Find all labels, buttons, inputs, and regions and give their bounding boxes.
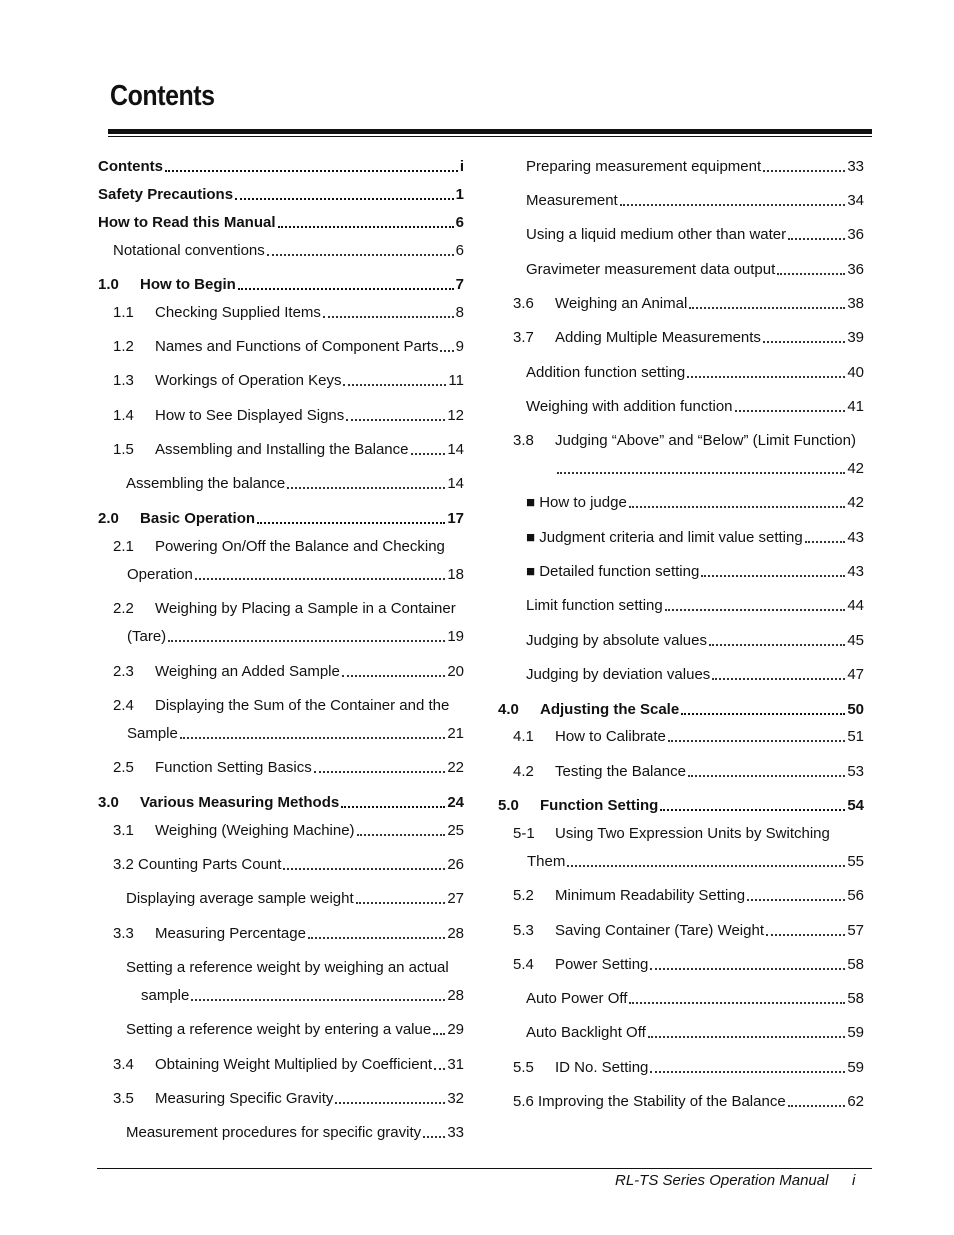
toc-section-number: 2.4 (113, 697, 134, 714)
toc-section-number: 4.2 (513, 763, 534, 780)
toc-dot-leader (434, 1068, 445, 1070)
toc-entry-title: Obtaining Weight Multiplied by Coefficient (155, 1056, 433, 1073)
toc-entry-title: Gravimeter measurement data output (526, 261, 776, 278)
toc-entry-title: Adjusting the Scale (540, 701, 680, 718)
toc-dot-leader (287, 487, 445, 489)
toc-section-number: 5-1 (513, 825, 535, 842)
toc-section-number: 3.6 (513, 295, 534, 312)
toc-page-number: 27 (447, 890, 464, 907)
toc-entry-title: Safety Precautions (98, 186, 234, 203)
toc-section-number: 4.0 (498, 701, 519, 718)
toc-page-number: 57 (847, 922, 864, 939)
toc-dot-leader (660, 809, 845, 811)
toc-entry-title: Using a liquid medium other than water (526, 226, 787, 243)
toc-dot-leader (191, 999, 445, 1001)
toc-dot-leader (777, 273, 845, 275)
toc-page-number: 33 (447, 1124, 464, 1141)
toc-page-number: 45 (847, 632, 864, 649)
toc-page-number: 33 (847, 158, 864, 175)
toc-entry-title: Using Two Expression Units by Switching (555, 825, 830, 842)
toc-entry-title: Weighing (Weighing Machine) (155, 822, 355, 839)
toc-dot-leader (805, 541, 846, 543)
toc-dot-leader (180, 737, 445, 739)
toc-dot-leader (567, 865, 845, 867)
toc-section-number: 3.1 (113, 822, 134, 839)
toc-dot-leader (323, 316, 454, 318)
toc-section-number: 4.1 (513, 728, 534, 745)
toc-page-number: 17 (447, 510, 464, 527)
toc-entry-title: How to See Displayed Signs (155, 407, 345, 424)
toc-section-number: 2.0 (98, 510, 119, 527)
toc-entry-title: Measurement (526, 192, 618, 209)
toc-entry-title: ID No. Setting (555, 1059, 649, 1076)
toc-page-number: 40 (847, 364, 864, 381)
toc-entry-title: 5.6 Improving the Stability of the Balance (513, 1093, 786, 1110)
toc-dot-leader (411, 453, 446, 455)
toc-page-number: 55 (847, 853, 864, 870)
toc-dot-leader (648, 1036, 846, 1038)
toc-entry-title: Powering On/Off the Balance and Checking (155, 538, 445, 555)
toc-dot-leader (335, 1102, 445, 1104)
toc-entry-title: Weighing an Added Sample (155, 663, 340, 680)
toc-entry-title-continued: Them (527, 853, 566, 870)
toc-page-number: 42 (847, 494, 864, 511)
toc-page-number: 59 (847, 1024, 864, 1041)
toc-dot-leader (267, 254, 454, 256)
toc-page-number: 41 (847, 398, 864, 415)
toc-entry-title: Workings of Operation Keys (155, 372, 342, 389)
toc-dot-leader (195, 578, 445, 580)
toc-entry-title: Function Setting (540, 797, 659, 814)
toc-dot-leader (766, 934, 845, 936)
toc-dot-leader (701, 575, 845, 577)
toc-page-number: 58 (847, 990, 864, 1007)
toc-section-number: 2.2 (113, 600, 134, 617)
toc-dot-leader (689, 307, 845, 309)
toc-entry-title: Measurement procedures for specific gravity (126, 1124, 422, 1141)
toc-dot-leader (168, 640, 445, 642)
toc-page-number: 31 (447, 1056, 464, 1073)
toc-section-number: 3.3 (113, 925, 134, 942)
toc-dot-leader (423, 1136, 445, 1138)
toc-dot-leader (650, 1071, 845, 1073)
toc-dot-leader (712, 678, 845, 680)
toc-dot-leader (747, 899, 845, 901)
toc-entry-title: Assembling the balance (126, 475, 286, 492)
toc-page-number: 21 (447, 725, 464, 742)
footer-page-number: i (852, 1172, 856, 1189)
toc-page-number: 28 (447, 925, 464, 942)
toc-page-number: 14 (447, 441, 464, 458)
toc-dot-leader (763, 341, 845, 343)
toc-page-number: 54 (847, 797, 864, 814)
toc-section-number: 1.1 (113, 304, 134, 321)
toc-entry-title: Function Setting Basics (155, 759, 312, 776)
toc-dot-leader (433, 1033, 445, 1035)
toc-page-number: 14 (447, 475, 464, 492)
toc-dot-leader (688, 775, 845, 777)
toc-page-number: 6 (455, 214, 464, 231)
toc-dot-leader (357, 834, 446, 836)
toc-page-number: 38 (847, 295, 864, 312)
title-rule-thick (108, 129, 872, 134)
toc-entry-title: Various Measuring Methods (140, 794, 340, 811)
toc-page-number: 47 (847, 666, 864, 683)
toc-page-number: 50 (847, 701, 864, 718)
toc-page-number: 43 (847, 563, 864, 580)
toc-entry-title: ■ Detailed function setting (526, 563, 700, 580)
toc-dot-leader (788, 1105, 846, 1107)
toc-entry-title: Weighing by Placing a Sample in a Container (155, 600, 456, 617)
toc-page-number: 43 (847, 529, 864, 546)
toc-entry-title: Judging “Above” and “Below” (Limit Function) (555, 432, 856, 449)
toc-section-number: 1.3 (113, 372, 134, 389)
toc-page-number: 11 (448, 372, 464, 389)
toc-entry-title: Setting a reference weight by weighing an actual (126, 959, 449, 976)
toc-page-number: 51 (847, 728, 864, 745)
toc-page-number: 36 (847, 261, 864, 278)
toc-page-number: 20 (447, 663, 464, 680)
toc-section-number: 5.4 (513, 956, 534, 973)
toc-entry-title: Notational conventions (113, 242, 265, 259)
toc-page-number: i (459, 158, 464, 175)
toc-entry-title: Testing the Balance (555, 763, 686, 780)
toc-dot-leader (620, 204, 846, 206)
toc-dot-leader (314, 771, 446, 773)
toc-dot-leader (629, 1002, 845, 1004)
toc-page-number: 8 (455, 304, 464, 321)
toc-page-number: 7 (455, 276, 464, 293)
toc-section-number: 5.0 (498, 797, 519, 814)
toc-entry-title-continued: (Tare) (127, 628, 167, 645)
toc-dot-leader (735, 410, 846, 412)
toc-entry-title: Setting a reference weight by entering a value (126, 1021, 432, 1038)
toc-entry-title: Measuring Percentage (155, 925, 306, 942)
toc-dot-leader (665, 609, 846, 611)
toc-dot-leader (440, 350, 453, 352)
toc-section-number: 5.2 (513, 887, 534, 904)
toc-entry-title: ■ Judgment criteria and limit value setting (526, 529, 803, 546)
footer-manual-title: RL-TS Series Operation Manual (615, 1172, 829, 1189)
toc-section-number: 1.0 (98, 276, 119, 293)
toc-section-number: 3.0 (98, 794, 119, 811)
toc-page-number: 53 (847, 763, 864, 780)
toc-entry-title: How to Read this Manual (98, 214, 276, 231)
toc-section-number: 3.4 (113, 1056, 134, 1073)
toc-dot-leader (238, 288, 454, 290)
toc-page-number: 9 (455, 338, 464, 355)
toc-page-number: 26 (447, 856, 464, 873)
toc-entry-title: Measuring Specific Gravity (155, 1090, 334, 1107)
toc-entry-title: Saving Container (Tare) Weight (555, 922, 764, 939)
toc-section-number: 3.8 (513, 432, 534, 449)
toc-page-number: 18 (447, 566, 464, 583)
toc-section-number: 1.4 (113, 407, 134, 424)
toc-section-number: 5.5 (513, 1059, 534, 1076)
toc-dot-leader (278, 226, 454, 228)
toc-dot-leader (557, 472, 845, 474)
toc-dot-leader (283, 868, 445, 870)
toc-dot-leader (681, 713, 845, 715)
toc-section-number: 3.5 (113, 1090, 134, 1107)
toc-entry-title: Judging by deviation values (526, 666, 711, 683)
toc-page-number: 34 (847, 192, 864, 209)
toc-section-number: 1.2 (113, 338, 134, 355)
toc-entry-title: Adding Multiple Measurements (555, 329, 761, 346)
toc-entry-title: Basic Operation (140, 510, 256, 527)
toc-page-number: 32 (447, 1090, 464, 1107)
toc-entry-title: Checking Supplied Items (155, 304, 321, 321)
toc-dot-leader (257, 522, 445, 524)
toc-page-number: 19 (447, 628, 464, 645)
toc-page-number: 12 (447, 407, 464, 424)
toc-entry-title: How to Calibrate (555, 728, 666, 745)
toc-entry-title: Addition function setting (526, 364, 686, 381)
toc-page-number: 44 (847, 597, 864, 614)
toc-section-number: 2.5 (113, 759, 134, 776)
toc-entry-title: Auto Power Off (526, 990, 628, 1007)
toc-dot-leader (629, 506, 846, 508)
toc-dot-leader (650, 968, 845, 970)
toc-dot-leader (356, 902, 446, 904)
toc-entry-title: Minimum Readability Setting (555, 887, 746, 904)
toc-entry-title: Weighing with addition function (526, 398, 733, 415)
page-title: Contents (110, 80, 215, 112)
toc-entry-title: Judging by absolute values (526, 632, 707, 649)
toc-page-number: 22 (447, 759, 464, 776)
toc-dot-leader (308, 937, 445, 939)
toc-dot-leader (346, 419, 445, 421)
toc-page-number: 62 (847, 1093, 864, 1110)
toc-page-number: 59 (847, 1059, 864, 1076)
toc-entry-title-continued: sample (141, 987, 190, 1004)
toc-entry-title-continued: Sample (127, 725, 178, 742)
toc-page-number: 42 (847, 460, 864, 477)
toc-dot-leader (341, 806, 445, 808)
toc-page-number: 28 (447, 987, 464, 1004)
toc-dot-leader (668, 740, 845, 742)
toc-section-number: 2.1 (113, 538, 134, 555)
toc-page-number: 1 (455, 186, 464, 203)
toc-dot-leader (687, 376, 845, 378)
toc-page-number: 25 (447, 822, 464, 839)
toc-entry-title: Names and Functions of Component Parts (155, 338, 439, 355)
toc-entry-title: How to Begin (140, 276, 236, 293)
toc-dot-leader (343, 384, 446, 386)
toc-dot-leader (709, 644, 845, 646)
toc-entry-title: Limit function setting (526, 597, 663, 614)
toc-page-number: 36 (847, 226, 864, 243)
toc-entry-title: Contents (98, 158, 163, 175)
toc-dot-leader (342, 675, 445, 677)
toc-page-number: 6 (455, 242, 464, 259)
toc-entry-title: ■ How to judge (526, 494, 627, 511)
toc-page-number: 58 (847, 956, 864, 973)
toc-entry-title-continued: Operation (127, 566, 193, 583)
toc-entry-title: Displaying average sample weight (126, 890, 354, 907)
toc-entry-title: Assembling and Installing the Balance (155, 441, 409, 458)
toc-dot-leader (788, 238, 845, 240)
toc-page-number: 39 (847, 329, 864, 346)
title-rule-thin (108, 136, 872, 137)
toc-page-number: 29 (447, 1021, 464, 1038)
footer-rule (97, 1168, 872, 1169)
toc-entry-title: Preparing measurement equipment (526, 158, 762, 175)
toc-entry-title: Auto Backlight Off (526, 1024, 646, 1041)
toc-entry-title: Power Setting (555, 956, 649, 973)
toc-page-number: 56 (847, 887, 864, 904)
toc-page-number: 24 (447, 794, 464, 811)
toc-section-number: 5.3 (513, 922, 534, 939)
toc-section-number: 1.5 (113, 441, 134, 458)
toc-section-number: 2.3 (113, 663, 134, 680)
toc-section-number: 3.7 (513, 329, 534, 346)
toc-entry-title: Weighing an Animal (555, 295, 688, 312)
toc-entry-title: 3.2 Counting Parts Count (113, 856, 282, 873)
toc-dot-leader (235, 198, 454, 200)
toc-entry-title: Displaying the Sum of the Container and the (155, 697, 450, 714)
